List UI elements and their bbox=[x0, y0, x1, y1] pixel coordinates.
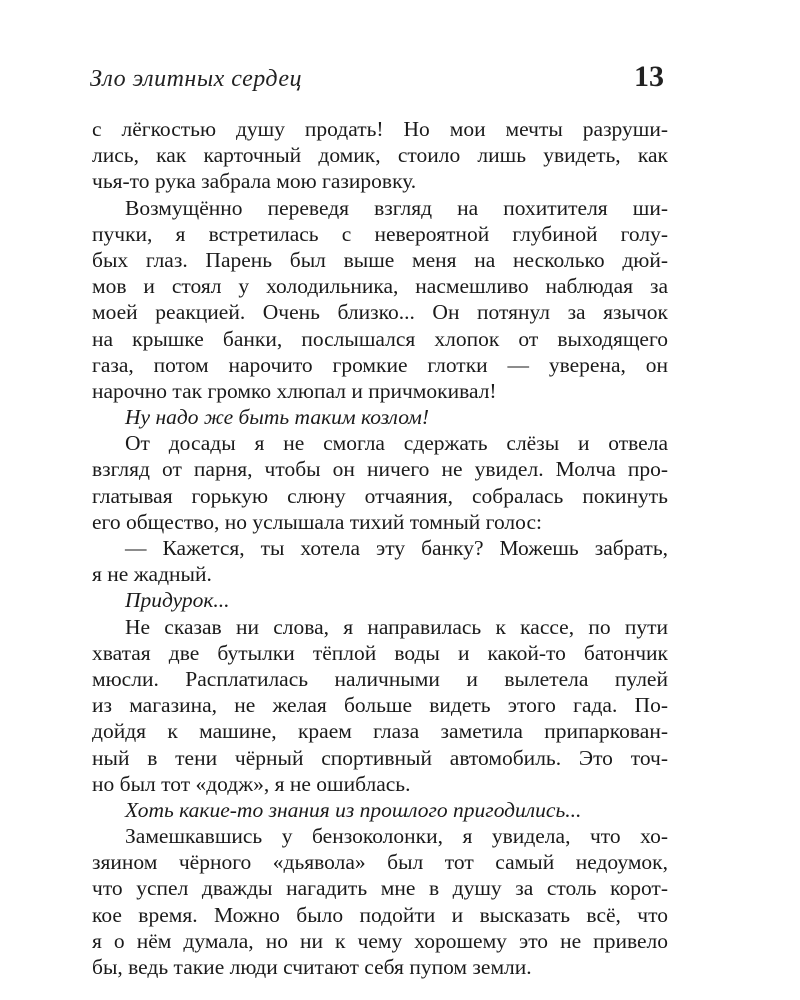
text-line: мюсли. Расплатилась наличными и вылетела пулей bbox=[92, 666, 668, 691]
italic-thought-paragraph bbox=[92, 587, 668, 613]
text-line: из магазина, не желая больше видеть этого гада. По- bbox=[92, 693, 668, 718]
paragraph bbox=[92, 430, 668, 535]
text-line: бых глаз. Парень был выше меня на несколько дюй- bbox=[92, 247, 668, 272]
text-line: Ну надо же быть таким козлом! bbox=[125, 405, 430, 430]
paragraph bbox=[92, 116, 668, 195]
text-line: Замешкавшись у бензоколонки, я увидела, что хо- bbox=[125, 824, 668, 849]
paragraph bbox=[92, 535, 668, 587]
text-line: зяином чёрного «дьявола» был тот самый недоумок, bbox=[92, 850, 668, 875]
text-line: дойдя к машине, краем глаза заметила припаркован- bbox=[92, 719, 668, 744]
text-line: кое время. Можно было подойти и высказать всё, что bbox=[92, 902, 668, 927]
text-line: нарочно так громко хлюпал и причмокивал! bbox=[92, 378, 497, 403]
italic-thought-paragraph bbox=[92, 404, 668, 430]
text-line: чья-то рука забрала мою газировку. bbox=[92, 169, 417, 194]
running-title: Зло элитных сердец bbox=[90, 66, 302, 92]
text-line: От досады я не смогла сдержать слёзы и отвела bbox=[125, 431, 668, 456]
text-line: Придурок... bbox=[125, 588, 230, 613]
text-line: Возмущённо переведя взгляд на похитителя ши- bbox=[125, 195, 668, 220]
text-line: пучки, я встретилась с невероятной глубиной голу- bbox=[92, 221, 668, 246]
text-line: его общество, но услышала тихий томный голос: bbox=[92, 509, 542, 534]
text-line: — Кажется, ты хотела эту банку? Можешь забрать, bbox=[125, 536, 668, 560]
text-line: с лёгкостью душу продать! Но мои мечты разруши- bbox=[92, 117, 668, 141]
text-line: на крышке банки, послышался хлопок от выходящего bbox=[92, 326, 668, 351]
paragraph bbox=[92, 614, 668, 797]
text-line: бы, ведь такие люди считают себя пупом земли. bbox=[92, 955, 532, 979]
text-line: Не сказав ни слова, я направилась к кассе, по пути bbox=[125, 614, 668, 639]
text-line: мов и стоял у холодильника, насмешливо наблюдая за bbox=[92, 274, 668, 299]
text-line: ный в тени чёрный спортивный автомобиль. Это точ- bbox=[92, 745, 668, 770]
page-number: 13 bbox=[634, 60, 664, 93]
text-line: моей реакцией. Очень близко... Он потянул за язычок bbox=[92, 300, 668, 325]
text-line: взгляд от парня, чтобы он ничего не увидел. Молча про- bbox=[92, 457, 668, 482]
text-line: Хоть какие-то знания из прошлого пригодились... bbox=[125, 797, 582, 822]
italic-thought-paragraph bbox=[92, 797, 668, 823]
text-line: газа, потом нарочито громкие глотки — уверена, он bbox=[92, 352, 668, 377]
page-body bbox=[92, 116, 668, 980]
paragraph bbox=[92, 823, 668, 980]
text-line: лись, как карточный домик, стоило лишь увидеть, как bbox=[92, 143, 668, 168]
paragraph bbox=[92, 195, 668, 405]
text-line: я не жадный. bbox=[92, 562, 212, 587]
text-line: глатывая горькую слюну отчаяния, собралась покинуть bbox=[92, 483, 668, 508]
text-line: но был тот «додж», я не ошиблась. bbox=[92, 771, 411, 796]
text-line: что успел дважды нагадить мне в душу за столь корот- bbox=[92, 876, 668, 901]
text-line: хватая две бутылки тёплой воды и какой-то батончик bbox=[92, 640, 668, 665]
text-line: я о нём думала, но ни к чему хорошему это не привело bbox=[92, 928, 668, 953]
